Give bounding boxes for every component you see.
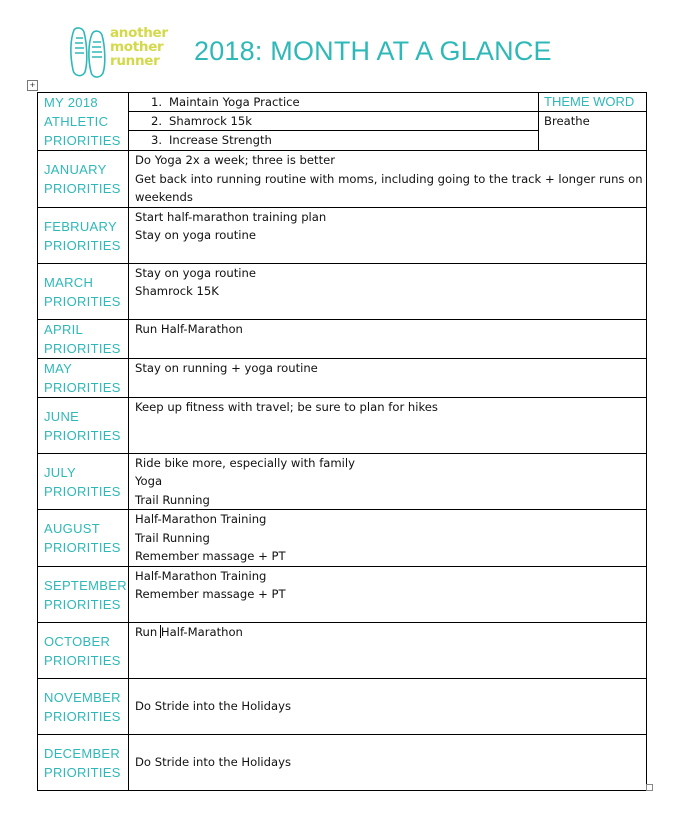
list-item: 2. Shamrock 15k bbox=[129, 112, 538, 131]
logo-wordmark: another mother runner bbox=[110, 25, 168, 69]
table-row bbox=[38, 358, 647, 397]
priorities-list[interactable] bbox=[129, 93, 539, 151]
theme-word-cell[interactable] bbox=[539, 93, 647, 151]
table-row bbox=[38, 207, 647, 263]
month-notes[interactable]: Do Yoga 2x a week; three is better Get back into running routine with moms, including going to the track + longer runs on weekends bbox=[129, 151, 647, 208]
month-notes[interactable]: Keep up fitness with travel; be sure to plan for hikes bbox=[129, 397, 647, 453]
month-label: JUNE PRIORITIES bbox=[44, 408, 121, 443]
list-item: 3. Increase Strength bbox=[151, 133, 272, 147]
table-row bbox=[38, 319, 647, 358]
table-resize-handle[interactable] bbox=[646, 784, 653, 791]
table-row bbox=[38, 453, 647, 510]
table-row bbox=[38, 622, 647, 678]
table-row bbox=[38, 510, 647, 567]
month-label: JULY PRIORITIES bbox=[44, 464, 121, 499]
month-label: JANUARY PRIORITIES bbox=[44, 162, 121, 196]
month-notes[interactable]: Stay on yoga routine Shamrock 15K bbox=[129, 263, 647, 319]
month-label: DECEMBER PRIORITIES bbox=[44, 745, 121, 780]
month-notes[interactable]: Stay on running + yoga routine bbox=[129, 358, 647, 397]
month-at-a-glance-table bbox=[37, 92, 647, 791]
table-row bbox=[38, 678, 647, 734]
month-label: MAY PRIORITIES bbox=[44, 360, 121, 395]
page-title: 2018: MONTH AT A GLANCE bbox=[194, 36, 552, 66]
athletic-priorities-label: MY 2018 ATHLETIC PRIORITIES bbox=[38, 93, 129, 151]
month-notes[interactable]: Start half-marathon training plan Stay on yoga routine bbox=[129, 207, 647, 263]
month-notes[interactable]: Run Half-Marathon bbox=[129, 622, 647, 678]
month-notes[interactable]: Half-Marathon Training Trail Running Remember massage + PT bbox=[129, 510, 647, 567]
theme-word-label: THEME WORD bbox=[539, 93, 646, 112]
month-label: AUGUST PRIORITIES bbox=[44, 521, 121, 555]
table-row bbox=[38, 734, 647, 790]
table-row bbox=[38, 566, 647, 622]
table-row bbox=[38, 263, 647, 319]
month-label: OCTOBER PRIORITIES bbox=[44, 633, 121, 668]
table-row-athletic-priorities bbox=[38, 93, 647, 151]
table-row bbox=[38, 151, 647, 208]
table-row bbox=[38, 397, 647, 453]
month-label: SEPTEMBER PRIORITIES bbox=[44, 577, 127, 612]
theme-word-value: Breathe bbox=[544, 114, 590, 128]
month-notes[interactable]: Ride bike more, especially with family Yoga Trail Running bbox=[129, 453, 647, 510]
month-notes[interactable]: Do Stride into the Holidays bbox=[129, 678, 647, 734]
month-notes[interactable]: Run Half-Marathon bbox=[129, 319, 647, 358]
table-move-handle[interactable]: + bbox=[27, 80, 38, 91]
month-notes[interactable]: Do Stride into the Holidays bbox=[129, 734, 647, 790]
month-label: MARCH PRIORITIES bbox=[44, 274, 121, 309]
month-label: APRIL PRIORITIES bbox=[44, 321, 121, 356]
month-notes[interactable]: Half-Marathon Training Remember massage + PT bbox=[129, 566, 647, 622]
month-label: FEBRUARY PRIORITIES bbox=[44, 218, 121, 253]
running-shoes-icon bbox=[68, 26, 112, 80]
list-item: 1. Maintain Yoga Practice bbox=[129, 93, 538, 112]
logo bbox=[68, 26, 180, 80]
month-label: NOVEMBER PRIORITIES bbox=[44, 689, 121, 724]
